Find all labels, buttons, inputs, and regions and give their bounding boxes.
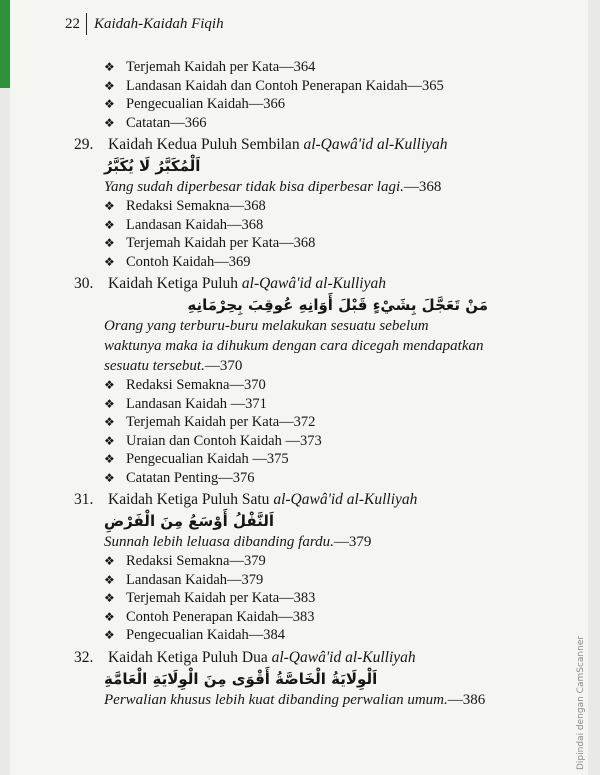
entry-30 <box>68 273 488 487</box>
arabic-text: اَلنَّفْلُ أَوْسَعُ مِنَ الْفَرْضِ <box>104 512 275 530</box>
list-item: ❖ Terjemah Kaidah per Kata—383 <box>104 590 316 606</box>
diamond-bullet-icon: ❖ <box>104 378 115 392</box>
entry-29 <box>68 134 488 271</box>
top-item-list <box>68 58 488 132</box>
list-item: ❖ Catatan Penting—376 <box>104 469 255 486</box>
list-item: ❖ Uraian dan Contoh Kaidah —373 <box>104 432 322 449</box>
arabic-text: مَنْ تَعَجَّلَ بِشَيْءٍ قَبْلَ أَوَانِهِ عُوقِبَ بِحِرْمَانِهِ <box>187 296 488 314</box>
diamond-bullet-icon: ❖ <box>104 236 115 250</box>
item-list <box>68 197 488 271</box>
diamond-bullet-icon: ❖ <box>104 396 115 411</box>
list-item: ❖ Landasan Kaidah—379 <box>104 571 264 588</box>
diamond-bullet-icon: ❖ <box>104 217 115 232</box>
entry-32 <box>68 647 488 710</box>
list-item: ❖ Contoh Kaidah—369 <box>104 253 251 270</box>
list-item: ❖ Catatan—366 <box>104 114 207 131</box>
page-number: 22 <box>65 15 80 32</box>
diamond-bullet-icon: ❖ <box>104 115 115 130</box>
arabic-text: اَلْمُكَبَّرُ لَا يُكَبَّرُ <box>104 157 201 175</box>
page-header <box>65 13 224 35</box>
list-item: ❖ Terjemah Kaidah per Kata—368 <box>104 235 316 251</box>
diamond-bullet-icon: ❖ <box>104 609 115 624</box>
running-title: Kaidah-Kaidah Fiqih <box>94 15 224 32</box>
entry-title: 30. Kaidah Ketiga Puluh al-Qawâ'id al-Kulliyah <box>74 275 386 292</box>
meaning-text: Sunnah lebih leluasa dibanding fardu.—379 <box>104 534 372 550</box>
diamond-bullet-icon: ❖ <box>104 628 115 642</box>
list-item: ❖ Pengecualian Kaidah—366 <box>104 96 286 112</box>
diamond-bullet-icon: ❖ <box>104 470 115 485</box>
entry-title: 31. Kaidah Ketiga Puluh Satu al-Qawâ'id al-Kulliyah <box>74 491 418 508</box>
list-item: ❖ Landasan Kaidah—368 <box>104 216 264 233</box>
list-item: ❖ Redaksi Semakna—370 <box>104 377 266 393</box>
diamond-bullet-icon: ❖ <box>104 60 115 74</box>
list-item: ❖ Redaksi Semakna—368 <box>104 198 266 214</box>
item-list <box>68 552 488 645</box>
diamond-bullet-icon: ❖ <box>104 78 115 93</box>
diamond-bullet-icon: ❖ <box>104 415 115 429</box>
diamond-bullet-icon: ❖ <box>104 554 115 568</box>
meaning-text: Perwalian khusus lebih kuat dibanding perwalian umum.—386 <box>104 691 486 708</box>
list-item: ❖ Pengecualian Kaidah —375 <box>104 451 289 467</box>
diamond-bullet-icon: ❖ <box>104 572 115 587</box>
meaning-text: Yang sudah diperbesar tidak bisa diperbesar lagi.—368 <box>104 179 442 195</box>
entry-title: 29. Kaidah Kedua Puluh Sembilan al-Qawâ'id al-Kulliyah <box>74 136 448 153</box>
diamond-bullet-icon: ❖ <box>104 199 115 213</box>
item-list <box>68 376 488 487</box>
diamond-bullet-icon: ❖ <box>104 97 115 111</box>
list-item: ❖ Landasan Kaidah dan Contoh Penerapan Kaidah—365 <box>104 77 444 94</box>
diamond-bullet-icon: ❖ <box>104 591 115 605</box>
diamond-bullet-icon: ❖ <box>104 433 115 448</box>
header-divider <box>86 13 87 35</box>
entry-title: 32. Kaidah Ketiga Puluh Dua al-Qawâ'id al-Kulliyah <box>74 648 416 666</box>
list-item: ❖ Landasan Kaidah —371 <box>104 395 267 412</box>
list-item: ❖ Pengecualian Kaidah—384 <box>104 627 286 643</box>
list-item: ❖ Terjemah Kaidah per Kata—372 <box>104 414 316 430</box>
entry-31 <box>68 489 488 645</box>
diamond-bullet-icon: ❖ <box>104 254 115 269</box>
arabic-text: اَلْوِلَايَةُ الْخَاصَّةُ أَقْوَى مِنَ الْوِلَايَةِ الْعَامَّةِ <box>104 669 378 688</box>
list-item: ❖ Contoh Penerapan Kaidah—383 <box>104 608 315 625</box>
scanner-watermark: Dipindai dengan CamScanner <box>576 635 586 770</box>
table-of-contents <box>68 58 488 710</box>
list-item: ❖ Terjemah Kaidah per Kata—364 <box>104 59 316 75</box>
meaning-text: Orang yang terburu-buru melakukan sesuatu sebelum waktunya maka ia dihukum dengan cara dicegah mendapatkan sesuatu tersebut.—370 <box>104 318 484 374</box>
list-item: ❖ Redaksi Semakna—379 <box>104 553 266 569</box>
diamond-bullet-icon: ❖ <box>104 452 115 466</box>
